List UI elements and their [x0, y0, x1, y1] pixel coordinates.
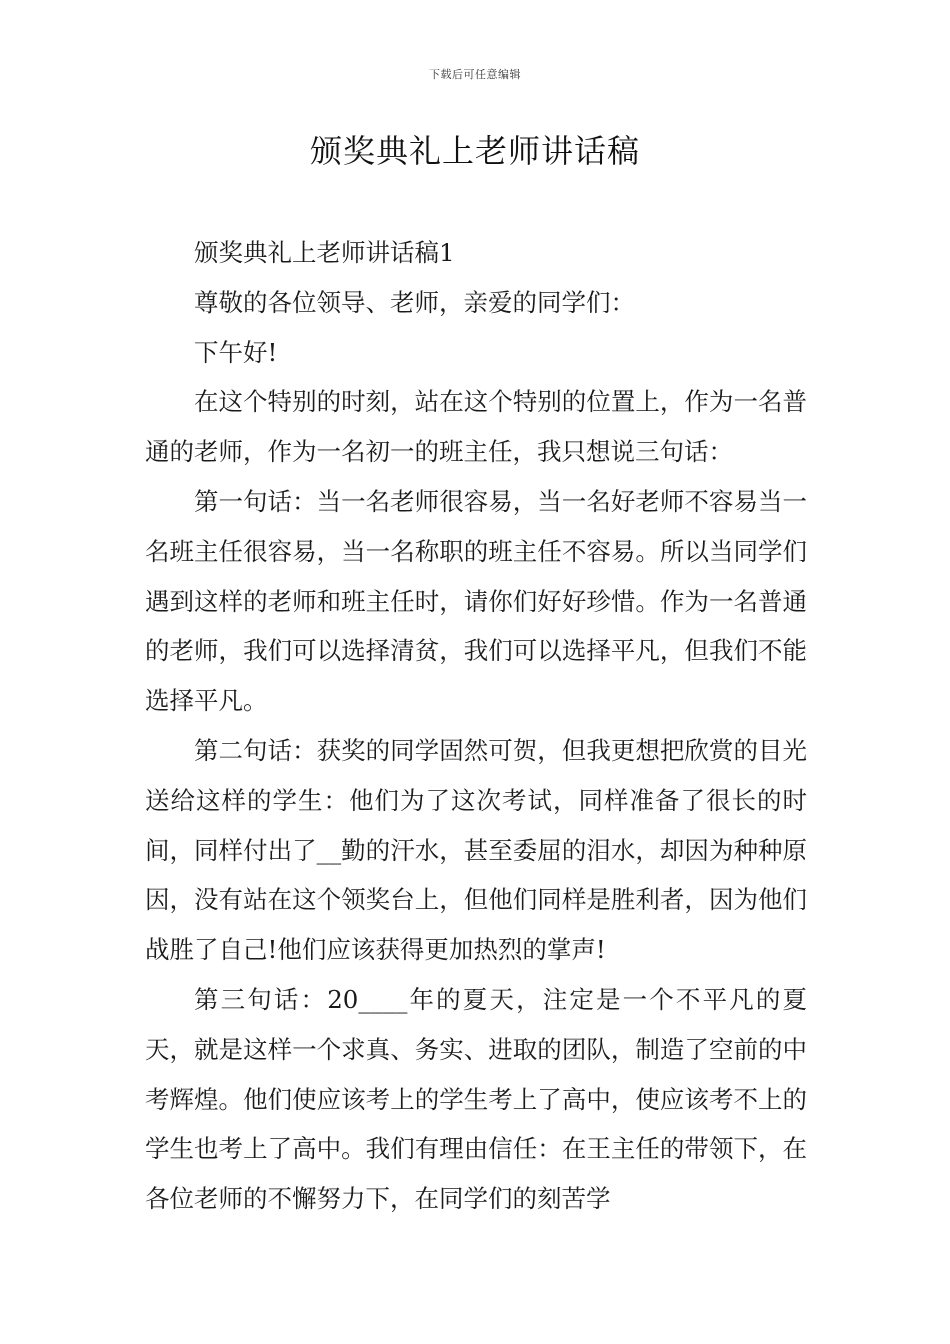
body-paragraph: 第一句话：当一名老师很容易，当一名好老师不容易当一名班主任很容易，当一名称职的班主任不容易。所以当同学们遇到这样的老师和班主任时，请你们好好珍惜。作为一名普通的老师，我们可以选择清贫，我们可以选择平凡，但我们不能选择平凡。: [145, 486, 807, 716]
body-paragraph: 在这个特别的时刻，站在这个特别的位置上，作为一名普通的老师，作为一名初一的班主任，我只想说三句话：: [145, 387, 807, 467]
document-body: [145, 228, 807, 1224]
section-heading: 颁奖典礼上老师讲话稿1: [194, 238, 455, 267]
greeting: 下午好!: [194, 337, 278, 367]
document-title: 颁奖典礼上老师讲话稿: [309, 132, 640, 170]
body-paragraph: 第二句话：获奖的同学固然可贺，但我更想把欣赏的目光送给这样的学生：他们为了这次考试，同样准备了很长的时间，同样付出了__勤的汗水，甚至委屈的泪水，却因为种种原因，没有站在这个领奖台上，但他们同样是胜利者，因为他们战胜了自己!他们应该获得更加热烈的掌声!: [145, 735, 807, 965]
body-paragraph: 第三句话：20____年的夏天，注定是一个不平凡的夏天，就是这样一个求真、务实、进取的团队，制造了空前的中考辉煌。他们使应该考上的学生考上了高中，使应该考不上的学生也考上了高中。我们有理由信任：在王主任的带领下，在各位老师的不懈努力下，在同学们的刻苦学: [145, 984, 807, 1214]
salutation: 尊敬的各位领导、老师，亲爱的同学们：: [194, 287, 635, 317]
header-note: 下载后可任意编辑: [429, 68, 521, 81]
